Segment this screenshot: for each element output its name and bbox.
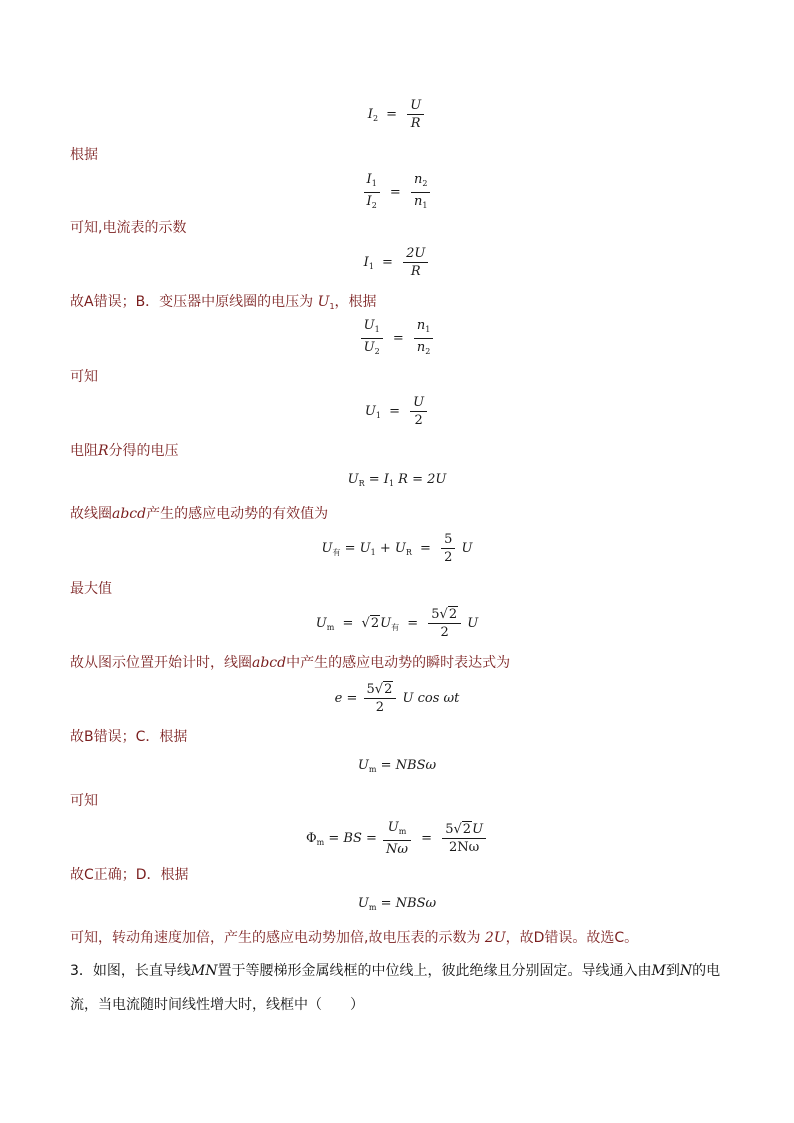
text-line: 可知，转动角速度加倍，产生的感应电动势加倍,故电压表的示数为 2U，故D错误。故选C。 — [70, 930, 639, 946]
equation-current-ratio: $\frac{I_1}{I_2}$ = $\frac{n_2}{n_1}$ — [0, 172, 794, 213]
fraction — [407, 98, 424, 131]
equation-voltage-ratio: $\frac{U_1}{U_2}$ = $\frac{n_1}{n_2}$ — [0, 318, 794, 359]
fraction: $\frac{5√2U}{2N\omega}$ — [442, 822, 486, 855]
fraction: $\frac{U_1}{U_2}$ — [361, 318, 383, 359]
text-line: 故B错误；C．根据 — [70, 729, 188, 745]
equation-i1: $I_1$ = $\frac{2U}{R}$ — [0, 246, 794, 279]
fraction: $\frac{5√2}{2}$ — [364, 682, 397, 715]
equation-ur: $U_R = I_1$ R = 2U — [347, 472, 447, 488]
text-line: 故线圈abcd产生的感应电动势的有效值为 — [70, 506, 329, 522]
fraction: $\frac{2U}{R}$ — [403, 246, 428, 279]
equation-instantaneous-emf: e = $\frac{5√2}{2}$ U cos ωt — [334, 682, 460, 715]
text-line: 故A错误；B．变压器中原线圈的电压为 $U_1$，根据 — [70, 294, 377, 311]
fraction: $\frac{U}{2}$ — [410, 395, 427, 428]
text-line: 电阻R分得的电压 — [70, 443, 179, 459]
text-line: 可知 — [70, 793, 98, 809]
fraction: $\frac{U_m}{N\omega}$ — [383, 820, 411, 857]
fraction: $\frac{n_1}{n_2}$ — [414, 318, 433, 359]
equation-u1: $U_1$ = $\frac{U}{2}$ — [0, 395, 794, 428]
text-line: 故从图示位置开始计时，线圈abcd中产生的感应电动势的瞬时表达式为 — [70, 655, 511, 671]
fraction: $\frac{5√2}{2}$ — [428, 607, 461, 640]
equation-i2: $I_2$ = $\frac{U}{R}$ — [0, 98, 794, 131]
text-line: 可知,电流表的示数 — [70, 220, 187, 236]
text-line: 可知 — [70, 369, 98, 385]
frac-num: U — [410, 98, 422, 113]
fraction: $\frac{5}{2}$ — [441, 532, 455, 565]
question-3-line-1: 3．如图，长直导线MN置于等腰梯形金属线框的中位线上，彼此绝缘且分别固定。导线通入由M到N的电 — [70, 963, 721, 979]
equation-um-nbsw-2: $U_m = NBS\omega$ — [357, 896, 437, 912]
question-3-line-2: 流，当电流随时间线性增大时，线框中（ ） — [70, 997, 364, 1013]
eq-symbol: I — [367, 107, 373, 122]
eq-sub: 2 — [372, 114, 379, 123]
equation-flux-max: $\Phi_m$ = BS = $\frac{U_m}{N\omega}$ = $\frac{5√2U}{2N\omega}$ — [0, 820, 794, 857]
text-line: 故C正确；D．根据 — [70, 867, 189, 883]
fraction: $\frac{I_1}{I_2}$ — [364, 172, 380, 213]
equation-effective-emf: $U_有 = U_1 + U_R$ = $\frac{5}{2}$ U — [321, 532, 473, 565]
equation-um-nbsw: $U_m = NBS\omega$ — [357, 758, 437, 774]
frac-den: R — [410, 116, 421, 131]
text-line: 根据 — [70, 147, 98, 163]
text-line: 最大值 — [70, 581, 112, 597]
fraction: $\frac{n_2}{n_1}$ — [411, 172, 430, 213]
equation-max-emf: $U_m = √2U_有$ = $\frac{5√2}{2}$ U — [315, 607, 479, 640]
